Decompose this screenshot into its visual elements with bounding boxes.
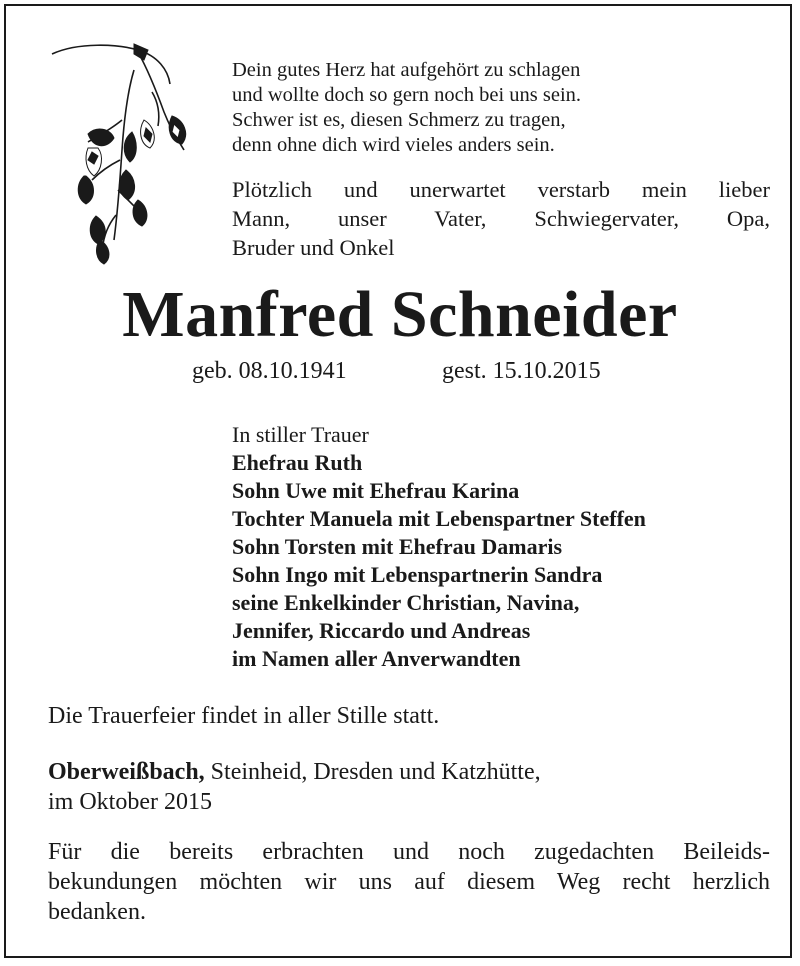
- birth-date: geb. 08.10.1941: [192, 358, 347, 384]
- death-announcement: [232, 175, 770, 262]
- date-line: im Oktober 2015: [48, 789, 212, 815]
- poem: [232, 58, 581, 158]
- death-date: gest. 15.10.2015: [442, 358, 601, 384]
- poem-line: Dein gutes Herz hat aufgehört zu schlagen: [232, 59, 581, 81]
- deceased-name: Manfred Schneider: [122, 278, 678, 351]
- place-rest: Steinheid, Dresden und Katzhütte,: [204, 759, 541, 785]
- leaf-branch-icon: [48, 40, 198, 270]
- mourner: Jennifer, Riccardo und Andreas: [232, 618, 531, 643]
- mourners-heading: In stiller Trauer: [232, 422, 369, 447]
- ceremony-note: Die Trauerfeier findet in aller Stille statt.: [48, 703, 440, 729]
- poem-line: Schwer ist es, diesen Schmerz zu tragen,: [232, 109, 566, 131]
- mourners-list: [232, 421, 646, 673]
- place-bold: Oberweißbach,: [48, 759, 205, 785]
- poem-line: denn ohne dich wird vieles anders sein.: [232, 134, 555, 156]
- thanks-line: Für die bereits erbrachten und noch zugedachten Beileids-: [48, 839, 770, 865]
- mourner: Ehefrau Ruth: [232, 450, 363, 475]
- thanks-note: [48, 837, 770, 927]
- announcement-line: Mann, unser Vater, Schwiegervater, Opa,: [232, 206, 770, 231]
- mourner: seine Enkelkinder Christian, Navina,: [232, 590, 580, 615]
- mourner: Sohn Uwe mit Ehefrau Karina: [232, 478, 520, 503]
- thanks-line: bekundungen möchten wir uns auf diesem Weg recht herzlich: [48, 869, 770, 895]
- mourner: Sohn Ingo mit Lebenspartnerin Sandra: [232, 562, 603, 587]
- announcement-line: Plötzlich und unerwartet verstarb mein lieber: [232, 177, 770, 202]
- mourner: Tochter Manuela mit Lebenspartner Steffen: [232, 506, 646, 531]
- place-and-date: [48, 757, 541, 817]
- poem-line: und wollte doch so gern noch bei uns sein.: [232, 84, 582, 106]
- announcement-line: Bruder und Onkel: [232, 235, 395, 260]
- mourner: Sohn Torsten mit Ehefrau Damaris: [232, 534, 563, 559]
- mourner: im Namen aller Anverwandten: [232, 646, 521, 671]
- thanks-line: bedanken.: [48, 899, 146, 925]
